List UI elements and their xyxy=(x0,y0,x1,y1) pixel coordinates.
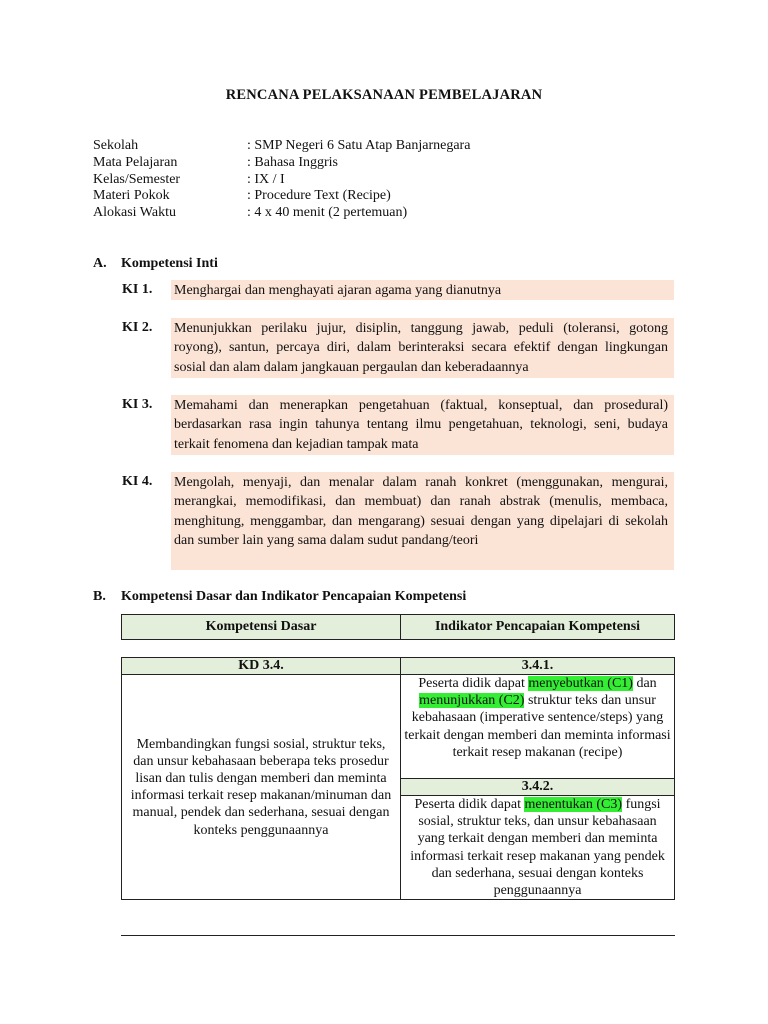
indicator-1-text-mid: dan xyxy=(632,676,657,691)
ki-3-text: Memahami dan menerapkan pengetahuan (faktual, konseptual, dan prosedural) berdasarkan rasa ingin tahunya tentang ilmu pengetahuan, teknologi, seni, budaya terkait fenomena dan kejadian tampak mata xyxy=(171,395,674,455)
kd-label: KD 3.4. xyxy=(122,658,401,675)
meta-row-kelas-semester xyxy=(93,172,470,189)
meta-label: Sekolah xyxy=(93,138,139,153)
meta-row-mata-pelajaran xyxy=(93,155,470,172)
meta-label: Mata Pelajaran xyxy=(93,154,178,170)
indicator-1-text-pre: Peserta didik dapat xyxy=(418,676,529,691)
meta-label: Kelas/Semester xyxy=(93,171,181,187)
meta-value: : Bahasa Inggris xyxy=(247,154,338,170)
section-title: Kompetensi Inti xyxy=(121,256,218,271)
ki-1-text: Menghargai dan menghayati ajaran agama yang dianutnya xyxy=(171,280,674,300)
meta-row-materi-pokok xyxy=(93,188,470,205)
meta-value: : 4 x 40 menit (2 pertemuan) xyxy=(247,205,408,221)
indicator-2-text xyxy=(401,796,675,900)
highlight-verb-c3: menentukan (C3) xyxy=(524,797,623,812)
header-indikator: Indikator Pencapaian Kompetensi xyxy=(401,615,675,640)
identity-block xyxy=(93,138,470,222)
header-kompetensi-dasar: Kompetensi Dasar xyxy=(122,615,401,640)
section-letter: A. xyxy=(93,256,107,271)
highlight-verb-c1: menyebutkan (C1) xyxy=(528,676,633,691)
page-title: RENCANA PELAKSANAAN PEMBELAJARAN xyxy=(225,87,543,103)
section-title: Kompetensi Dasar dan Indikator Pencapaian Kompetensi xyxy=(121,589,467,604)
footer-divider xyxy=(121,935,675,936)
indicator-1-label: 3.4.1. xyxy=(401,658,675,675)
ki-2-label: KI 2. xyxy=(122,320,153,335)
meta-row-sekolah xyxy=(93,138,470,155)
meta-value: : SMP Negeri 6 Satu Atap Banjarnegara xyxy=(247,138,471,153)
meta-label: Materi Pokok xyxy=(93,188,170,204)
ki-3-label: KI 3. xyxy=(122,397,153,412)
indicator-1-text-post: struktur teks dan unsur kebahasaan (imperative sentence/steps) yang terkait dengan memberi dan meminta informasi terkait resep makanan (recipe) xyxy=(404,693,671,760)
indicator-2-text-post: fungsi sosial, struktur teks, dan unsur kebahasaan yang terkait dengan memberi dan meminta informasi terkait resep makanan yang pendek dan sederhana, sesuai dengan konteks penggunaannya xyxy=(410,797,665,899)
meta-row-alokasi-waktu xyxy=(93,205,470,222)
indicator-2-text-pre: Peserta didik dapat xyxy=(414,797,525,812)
ki-1-label: KI 1. xyxy=(122,282,153,297)
indicator-1-text xyxy=(401,675,675,779)
competency-table xyxy=(121,657,675,900)
indicator-2-label: 3.4.2. xyxy=(401,779,675,796)
competency-header-table xyxy=(121,614,675,640)
ki-2-text: Menunjukkan perilaku jujur, disiplin, tanggung jawab, peduli (toleransi, gotong royong), santun, percaya diri, dalam berinteraksi secara efektif dengan lingkungan sosial dan alam dalam jangkauan pergaulan dan keberadaannya xyxy=(171,318,674,378)
ki-4-text: Mengolah, menyaji, dan menalar dalam ranah konkret (menggunakan, mengurai, merangkai, memodifikasi, dan membuat) dan ranah abstrak (menulis, membaca, menghitung, menggambar, dan mengarang) sesuai dengan yang dipelajari di sekolah dan sumber lain yang sama dalam sudut pandang/teori xyxy=(171,472,674,570)
section-a-heading xyxy=(93,256,218,272)
meta-value: : Procedure Text (Recipe) xyxy=(247,188,391,204)
meta-label: Alokasi Waktu xyxy=(93,205,176,221)
section-b-heading xyxy=(93,589,466,605)
ki-4-label: KI 4. xyxy=(122,474,153,489)
section-letter: B. xyxy=(93,589,106,604)
highlight-verb-c2: menunjukkan (C2) xyxy=(419,693,525,709)
kd-description: Membandingkan fungsi sosial, struktur teks, dan unsur kebahasaan beberapa teks prosedur lisan dan tulis dengan memberi dan meminta informasi terkait resep makanan/minuman dan manual, pendek dan sederhana, sesuai dengan konteks penggunaannya xyxy=(122,675,401,900)
meta-value: : IX / I xyxy=(247,171,285,187)
